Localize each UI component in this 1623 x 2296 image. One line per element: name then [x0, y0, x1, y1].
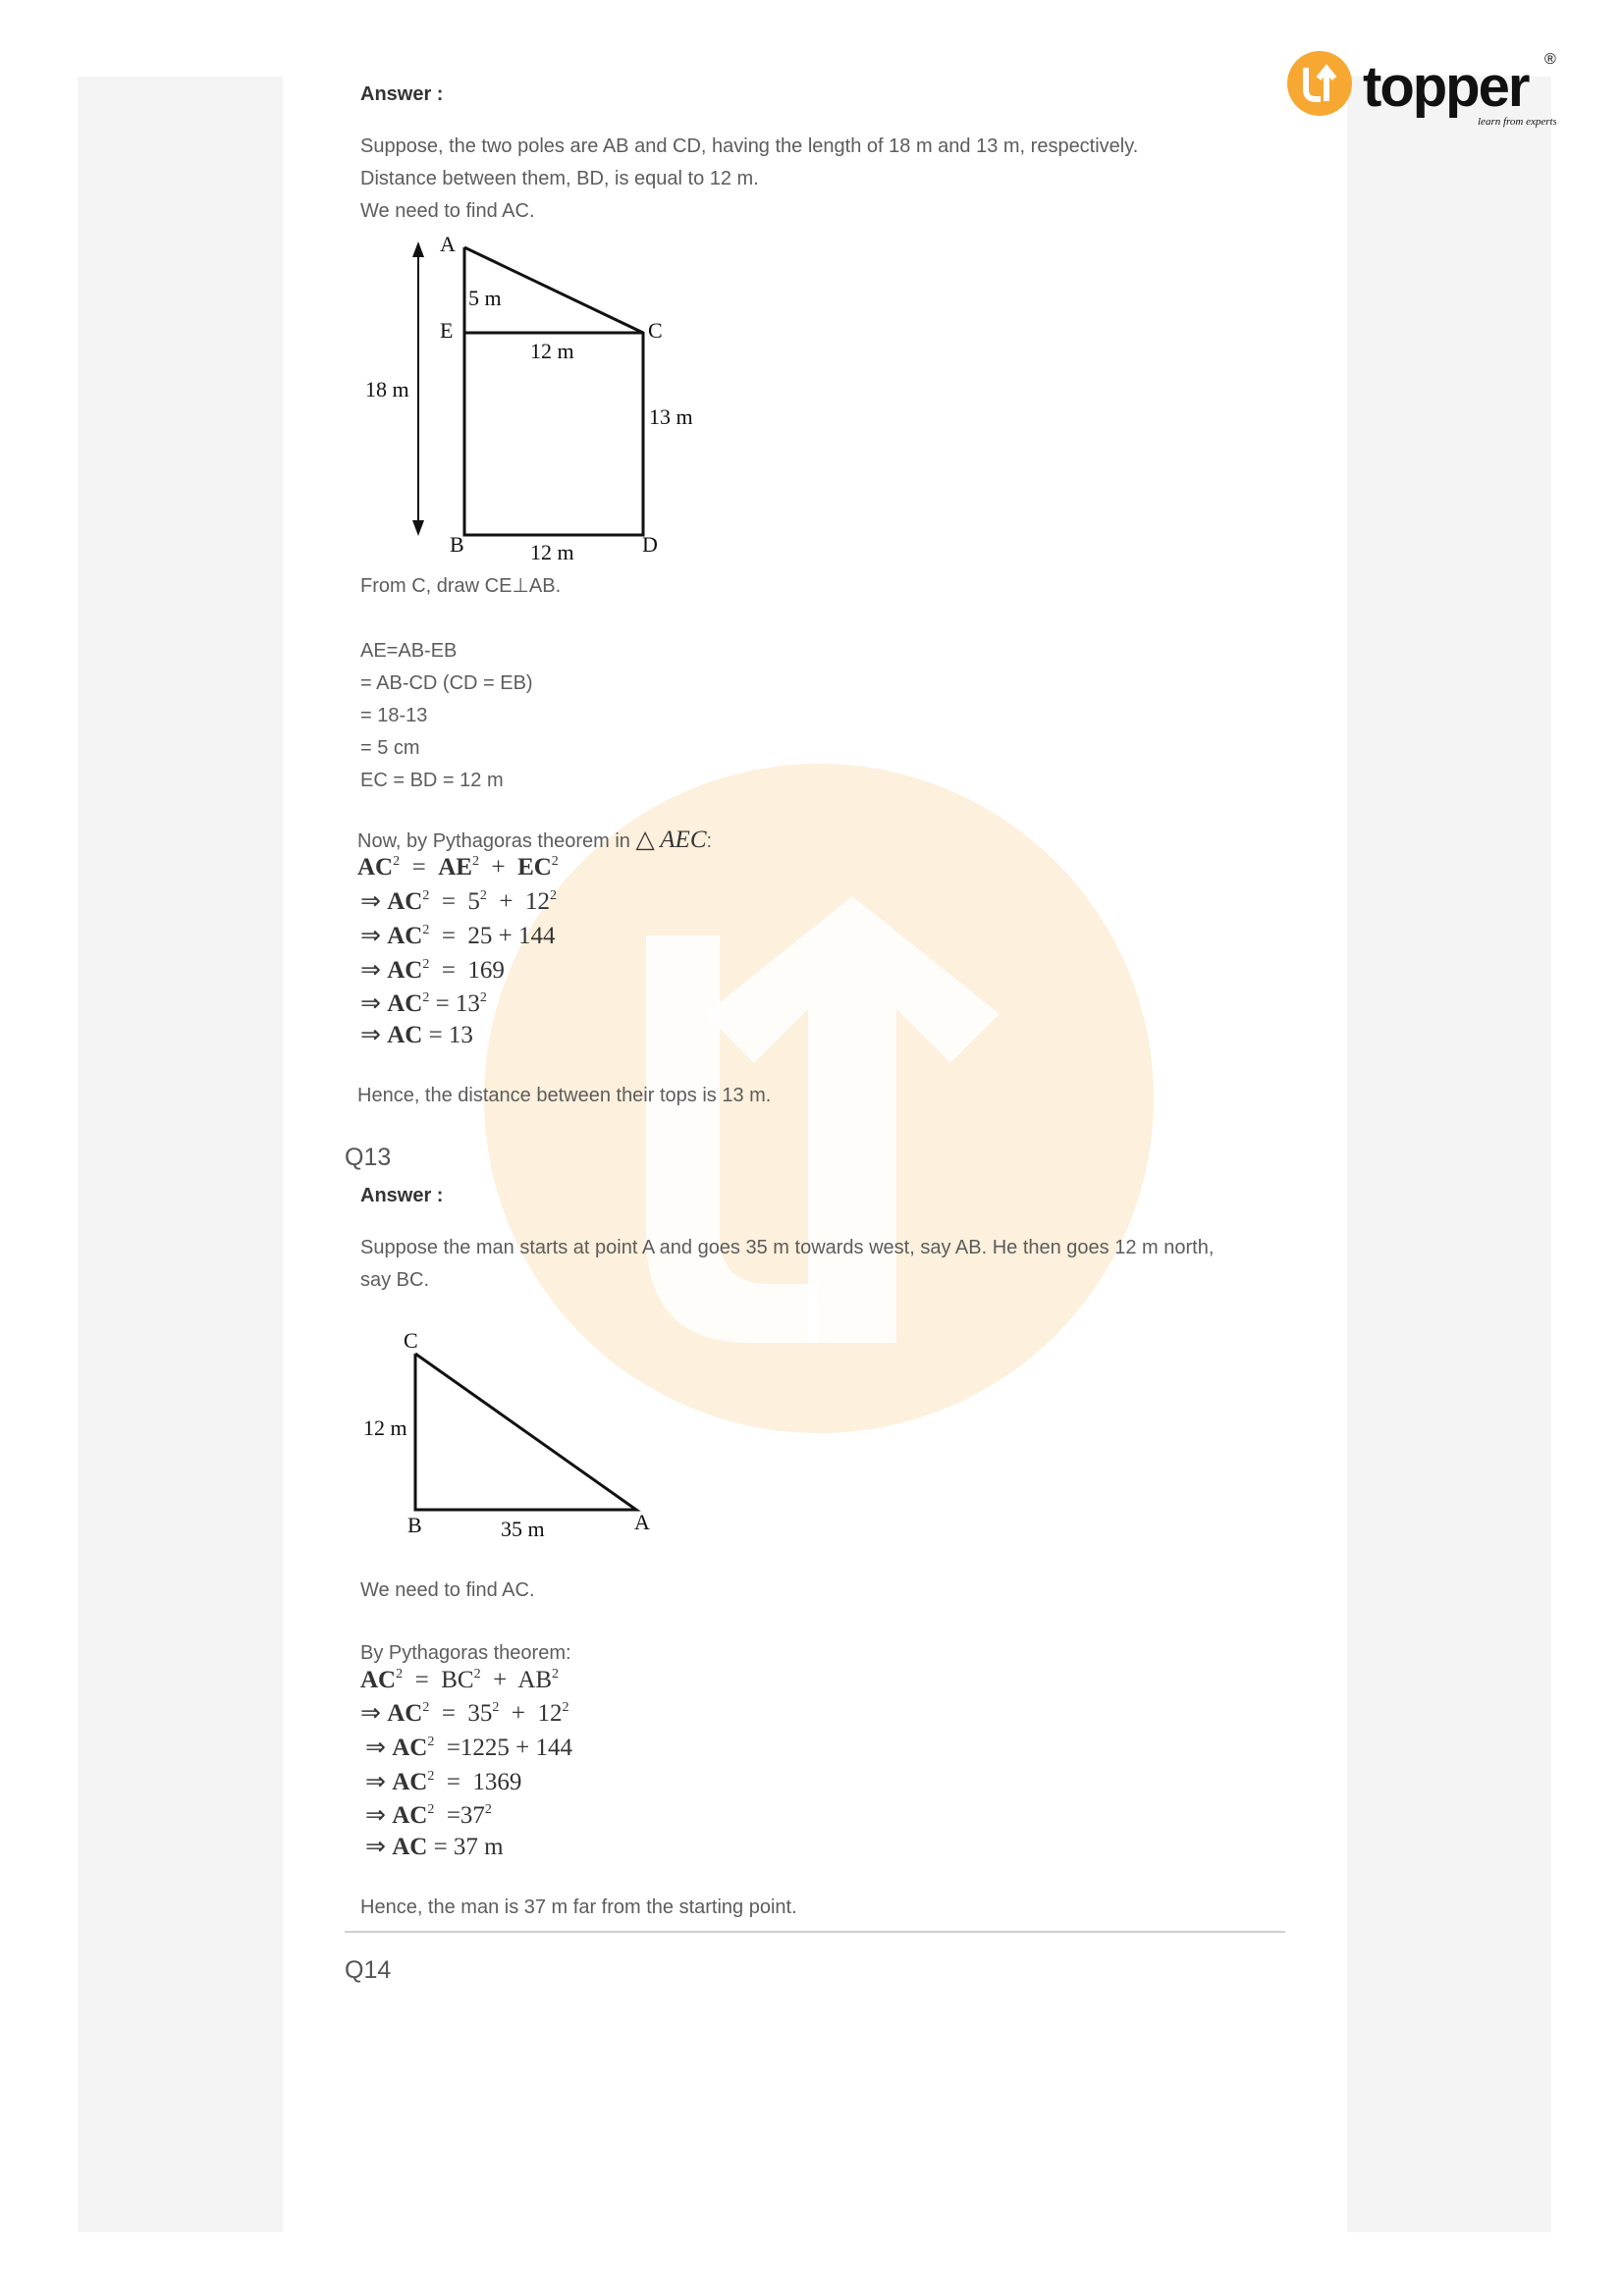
q12-math-line-5: [360, 989, 487, 1019]
exp: 2: [422, 923, 430, 937]
term: AC: [387, 888, 423, 915]
term: EC: [517, 854, 552, 881]
term: 144: [535, 1735, 573, 1761]
q13-math-line-6: [365, 1833, 504, 1862]
label-bc: 12 m: [363, 1415, 407, 1440]
exp: 2: [562, 1700, 569, 1715]
logo-wordmark: topper: [1363, 55, 1529, 119]
q13-triangle-diagram: [353, 1325, 668, 1541]
q13-math-line-3: [365, 1734, 572, 1763]
op: +: [493, 1667, 508, 1693]
op: +: [491, 854, 506, 881]
q12-intro-line-3: We need to find AC.: [360, 200, 535, 222]
q13-find: We need to find AC.: [360, 1579, 535, 1601]
term: BC: [441, 1667, 474, 1693]
label-bd: 12 m: [530, 540, 574, 564]
q13-math-line-4: [365, 1768, 521, 1797]
op: =: [433, 1834, 448, 1860]
term: AB: [517, 1667, 553, 1693]
q14-label: Q14: [345, 1956, 392, 1984]
term: 12: [537, 1700, 563, 1727]
exp: 2: [427, 1802, 435, 1817]
exp: 2: [471, 854, 479, 869]
op: =: [435, 990, 450, 1017]
exp: 2: [427, 1735, 435, 1749]
term: AC: [387, 923, 423, 949]
q12-step-3: = 18-13: [360, 705, 428, 726]
q12-math-line-2: [360, 887, 557, 917]
exp: 2: [479, 990, 487, 1005]
exp: 2: [396, 1667, 404, 1682]
term: 35: [467, 1700, 493, 1727]
q12-step-5: EC = BD = 12 m: [360, 770, 504, 791]
logo-tagline: learn from experts: [1478, 116, 1556, 128]
q13-conclusion: Hence, the man is 37 m far from the starting point.: [360, 1896, 797, 1918]
label-c: C: [404, 1328, 418, 1353]
term: AC: [387, 1700, 423, 1727]
label-b: B: [407, 1513, 422, 1537]
label-d: D: [642, 532, 658, 557]
implies-icon: ⇒: [365, 1735, 386, 1761]
q13-intro-line-1: Suppose the man starts at point A and goes 35 m towards west, say AB. He then goes 12 m north,: [360, 1237, 1215, 1258]
q12-conclusion: Hence, the distance between their tops is 13 m.: [357, 1085, 772, 1106]
op: =: [441, 923, 456, 949]
implies-icon: ⇒: [360, 1022, 381, 1048]
term: AC: [357, 854, 394, 881]
right-margin-panel: [1347, 77, 1551, 2232]
label-e: E: [440, 318, 454, 343]
op: +: [511, 1700, 526, 1727]
label-ae: 5 m: [468, 286, 502, 310]
q12-construction: From C, draw CE⊥AB.: [360, 575, 562, 597]
topper-logo-icon: [1281, 44, 1556, 133]
exp: 2: [484, 1802, 492, 1817]
term: 13: [448, 1022, 473, 1048]
q12-step-2: = AB-CD (CD = EB): [360, 672, 533, 694]
q13-answer-label: Answer :: [360, 1185, 444, 1206]
registered-mark: ®: [1544, 51, 1556, 68]
op: +: [499, 888, 514, 915]
topper-logo: [1281, 44, 1556, 133]
op: =: [446, 1735, 460, 1761]
term: 13: [455, 990, 480, 1017]
q12-intro-line-2: Distance between them, BD, is equal to 12 m.: [360, 168, 759, 189]
label-a: A: [634, 1510, 650, 1534]
term: AC: [387, 990, 423, 1017]
label-ab: 35 m: [501, 1517, 545, 1541]
exp: 2: [551, 854, 559, 869]
colon: :: [706, 830, 713, 852]
q12-math-line-4: [360, 956, 505, 986]
q12-math-line-6: [360, 1021, 473, 1050]
term: 1369: [472, 1769, 522, 1795]
q12-pole-diagram: [353, 226, 717, 569]
exp: 2: [492, 1700, 500, 1715]
op: =: [428, 1022, 443, 1048]
term: AC: [392, 1834, 428, 1860]
term: 37: [460, 1802, 485, 1829]
q12-pythagoras-intro: [357, 828, 712, 853]
exp: 2: [393, 854, 401, 869]
op: =: [446, 1769, 460, 1795]
term: AC: [387, 1022, 423, 1048]
q13-math-line-2: [360, 1699, 569, 1729]
term: AC: [360, 1667, 397, 1693]
term: 144: [518, 923, 556, 949]
exp: 2: [427, 1769, 435, 1784]
q12-intro-line-1: Suppose, the two poles are AB and CD, having the length of 18 m and 13 m, respectively.: [360, 135, 1139, 157]
term: AE: [438, 854, 472, 881]
label-ec: 12 m: [530, 339, 574, 363]
q13-label: Q13: [345, 1144, 392, 1171]
label-ab: 18 m: [365, 377, 409, 401]
term: AC: [392, 1802, 428, 1829]
triangle-icon: △: [635, 826, 655, 853]
term: 5: [467, 888, 480, 915]
op: =: [441, 957, 456, 984]
pythagoras-intro-text: Now, by Pythagoras theorem in: [357, 830, 636, 852]
op: +: [498, 923, 513, 949]
op: =: [446, 1802, 460, 1829]
exp: 2: [422, 957, 430, 972]
label-a: A: [440, 232, 456, 256]
implies-icon: ⇒: [365, 1769, 386, 1795]
q13-intro-line-2: say BC.: [360, 1269, 430, 1291]
term: 25: [467, 923, 493, 949]
op: +: [515, 1735, 530, 1761]
exp: 2: [422, 1700, 430, 1715]
q12-math-line-1: [357, 853, 559, 882]
q12-math-line-3: [360, 922, 556, 951]
arrow-down-icon: [412, 520, 424, 536]
op: =: [441, 1700, 456, 1727]
exp: 2: [422, 990, 430, 1005]
arrow-up-icon: [412, 241, 424, 257]
exp: 2: [473, 1667, 481, 1682]
exp: 2: [550, 888, 558, 903]
op: =: [411, 854, 426, 881]
section-divider: [345, 1931, 1285, 1933]
exp: 2: [422, 888, 430, 903]
implies-icon: ⇒: [365, 1834, 386, 1860]
implies-icon: ⇒: [360, 923, 381, 949]
implies-icon: ⇒: [360, 1700, 381, 1727]
q12-step-4: = 5 cm: [360, 737, 420, 759]
term: 12: [525, 888, 551, 915]
term: 1225: [460, 1735, 510, 1761]
q13-math-line-5: [365, 1801, 492, 1831]
triangle-outline: [415, 1354, 636, 1510]
exp: 2: [552, 1667, 560, 1682]
q12-answer-label: Answer :: [360, 83, 444, 105]
implies-icon: ⇒: [360, 957, 381, 984]
left-margin-panel: [78, 77, 283, 2232]
q13-pythagoras-intro: By Pythagoras theorem:: [360, 1642, 571, 1664]
op: =: [441, 888, 456, 915]
term: 169: [467, 957, 505, 984]
q12-step-1: AE=AB-EB: [360, 640, 458, 662]
q13-math-line-1: [360, 1666, 559, 1695]
label-cd: 13 m: [649, 404, 693, 429]
implies-icon: ⇒: [360, 990, 381, 1017]
term: AC: [392, 1769, 428, 1795]
exp: 2: [479, 888, 487, 903]
term: AC: [387, 957, 423, 984]
implies-icon: ⇒: [360, 888, 381, 915]
term: 37 m: [453, 1834, 504, 1860]
label-c: C: [648, 318, 663, 343]
label-b: B: [450, 532, 464, 557]
implies-icon: ⇒: [365, 1802, 386, 1829]
triangle-name: AEC: [660, 827, 707, 853]
op: =: [414, 1667, 429, 1693]
term: AC: [392, 1735, 428, 1761]
